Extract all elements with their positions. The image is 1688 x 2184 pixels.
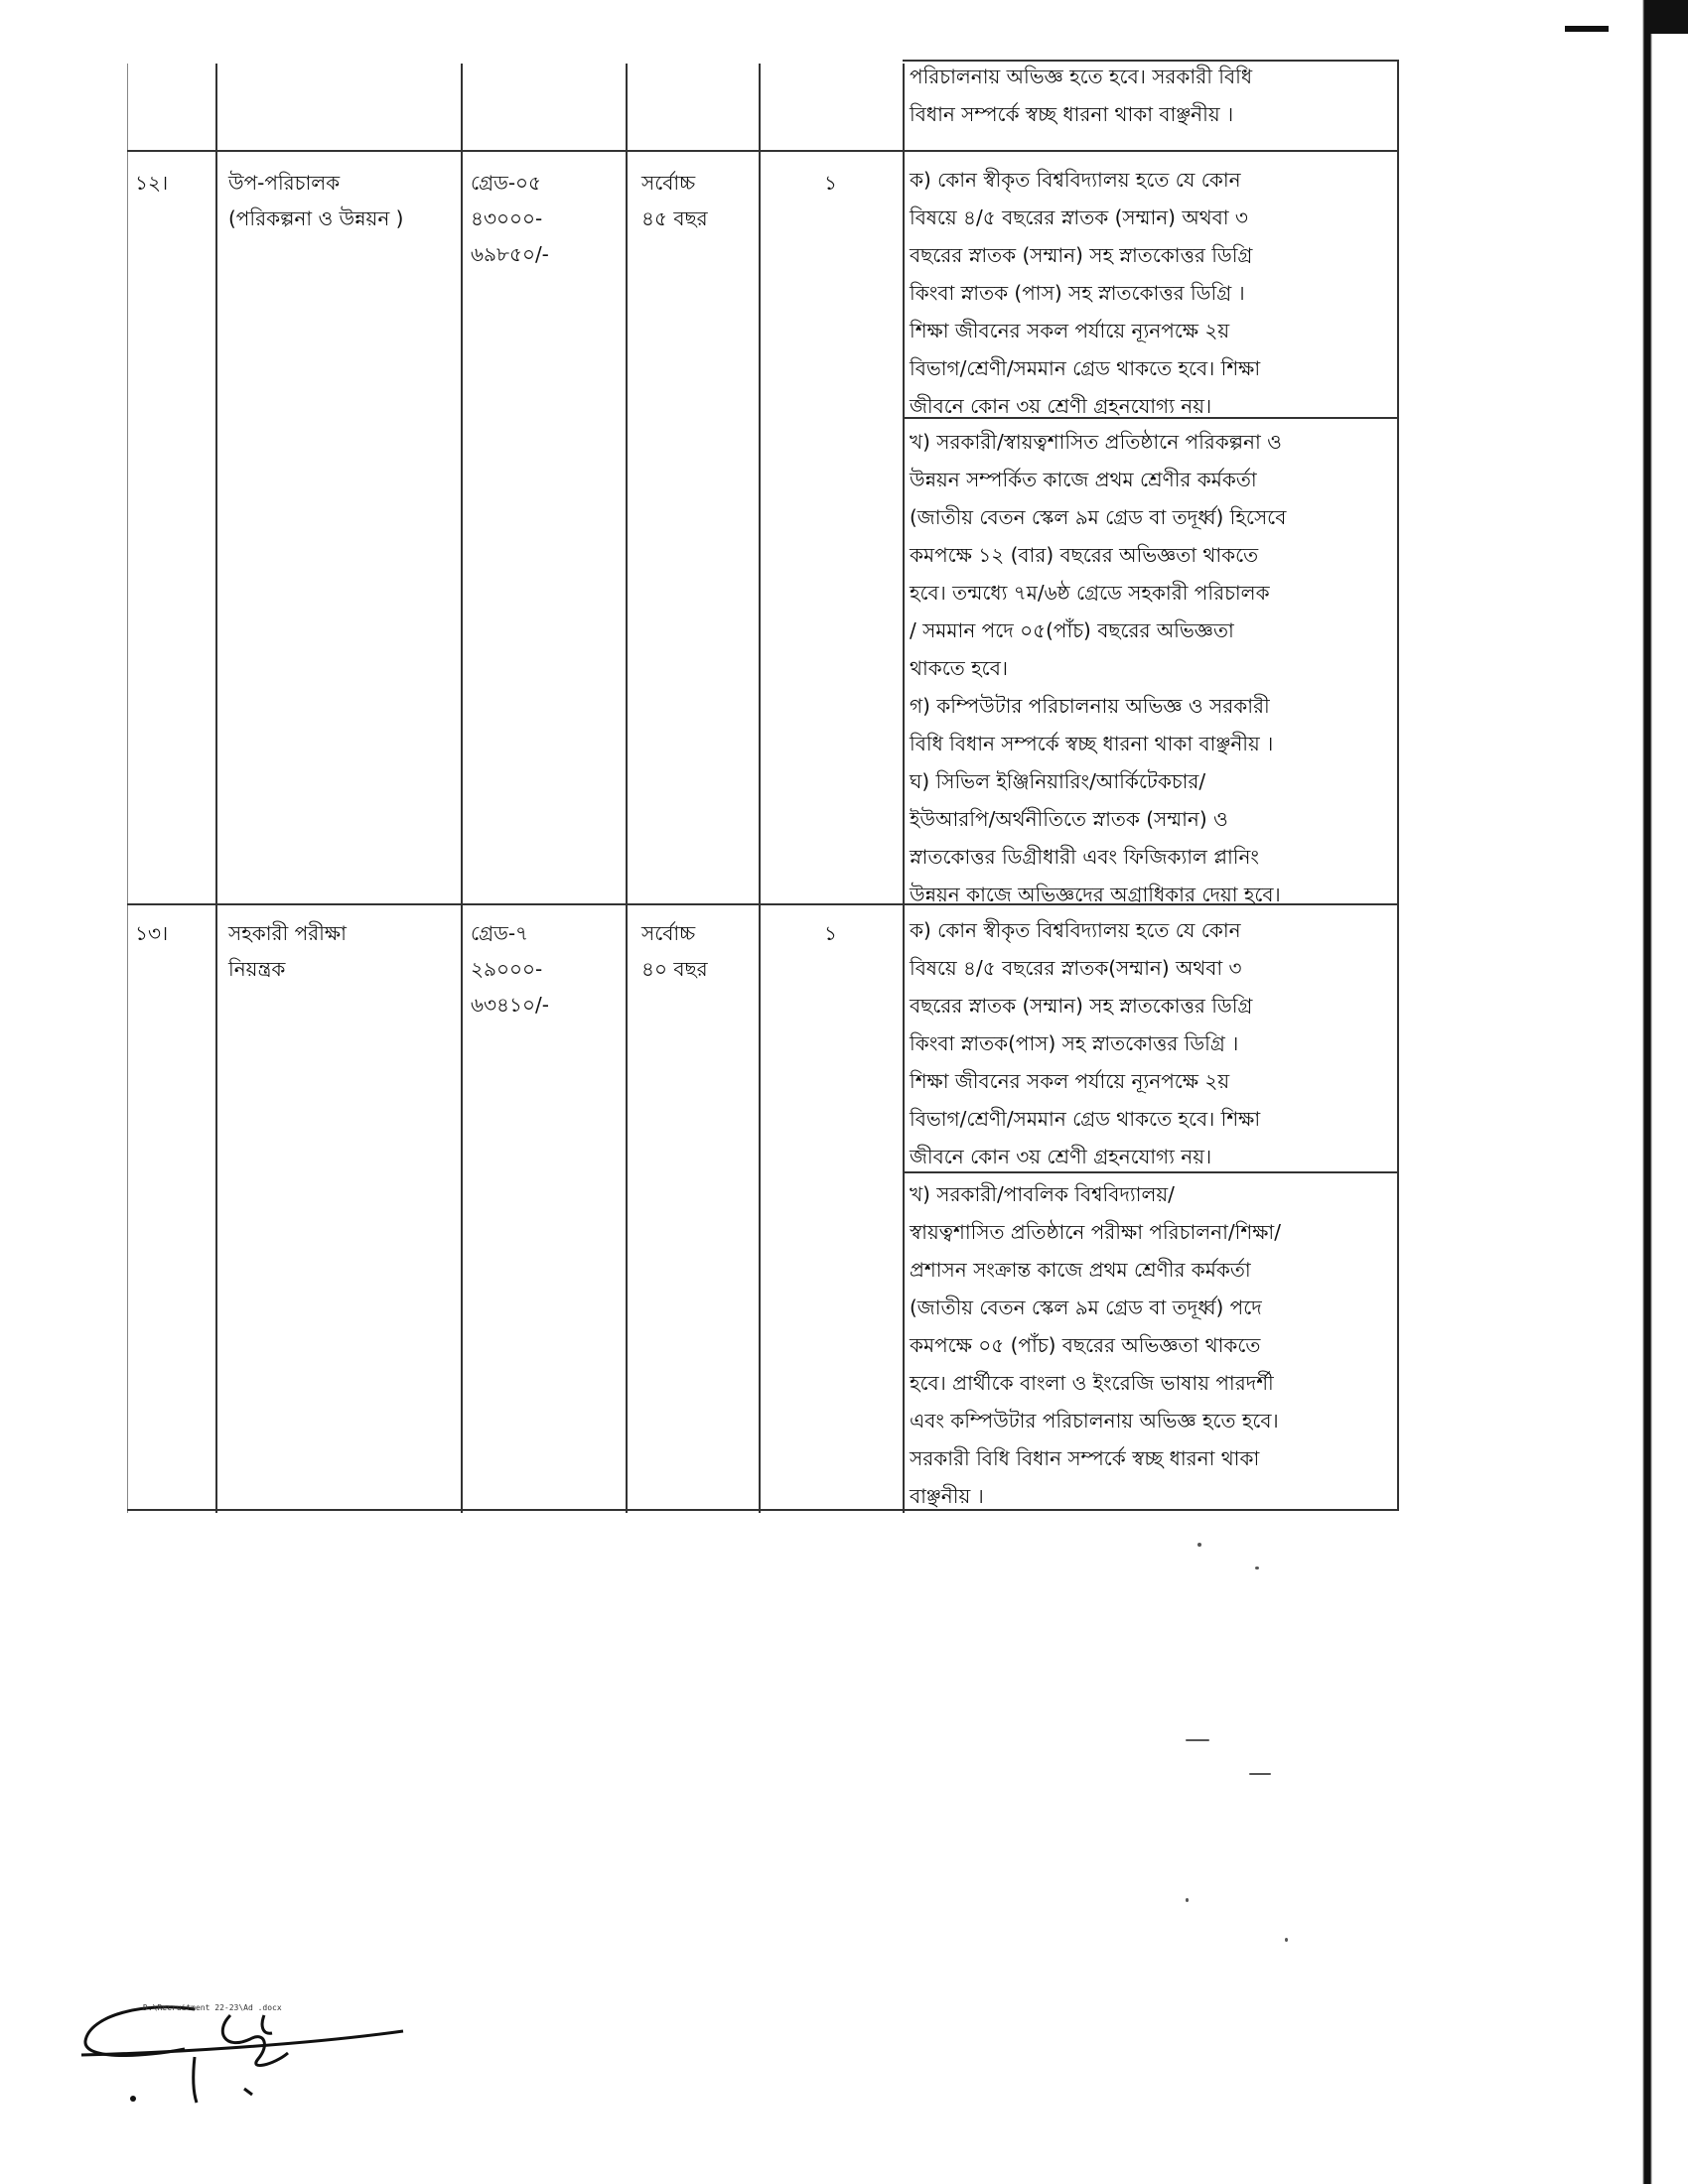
speck [1186, 1739, 1209, 1741]
grade-12 [471, 165, 549, 272]
qual-line: বিভাগ/শ্রেণী/সমমান গ্রেড থাকতে হবে। শিক্ষা [910, 1107, 1261, 1131]
serial-12: ১২। [135, 171, 169, 195]
post-line: সহকারী পরীক্ষা [228, 921, 347, 945]
qual-line: বিষয়ে ৪/৫ বছরের স্নাতক(সম্মান) অথবা ৩ [910, 956, 1242, 980]
row-divider-12 [127, 150, 1399, 152]
column-divider-post [461, 64, 463, 1513]
grade-13 [471, 915, 549, 1023]
grade-line: ৬৯৮৫০/- [471, 242, 549, 266]
qual-line: স্বায়ত্বশাসিত প্রতিষ্ঠানে পরীক্ষা পরিচালনা/শিক্ষা/ [910, 1220, 1281, 1244]
qual-line: শিক্ষা জীবনের সকল পর্যায়ে ন্যূনপক্ষে ২য় [910, 1069, 1230, 1093]
scan-edge-band [1636, 0, 1688, 2184]
table-border-left [127, 64, 128, 1513]
qual-line: ক) কোন স্বীকৃত বিশ্ববিদ্যালয় হতে যে কোন [910, 918, 1241, 942]
age-line: ৪০ বছর [641, 957, 708, 981]
qual-line: উন্নয়ন কাজে অভিজ্ঞদের অগ্রাধিকার দেয়া হবে। [910, 883, 1281, 906]
age-12 [641, 165, 708, 236]
qualification-b-13 [910, 1175, 1390, 1515]
post-line: উপ-পরিচালক [228, 171, 341, 195]
qual-line: বছরের স্নাতক (সম্মান) সহ স্নাতকোত্তর ডিগ্রি [910, 994, 1253, 1018]
scan-corner-block [1650, 0, 1688, 34]
qual-line: বিধি বিধান সম্পর্কে স্বচ্ছ ধারনা থাকা বাঞ্ছনীয় । [910, 732, 1274, 755]
speck [1249, 1773, 1271, 1775]
serial-13: ১৩। [135, 921, 169, 945]
qual-line: জীবনে কোন ৩য় শ্রেণী গ্রহনযোগ্য নয়। [910, 1145, 1212, 1168]
qual-line: গ) কম্পিউটার পরিচালনায় অভিজ্ঞ ও সরকারী [910, 694, 1270, 718]
column-divider-serial [215, 64, 217, 1513]
grade-line: গ্রেড-০৫ [471, 171, 542, 195]
grade-line: ৬৩৪১০/- [471, 993, 549, 1017]
qualification-b-12 [910, 423, 1390, 913]
age-13 [641, 915, 708, 987]
qual-line: উন্নয়ন সম্পর্কিত কাজে প্রথম শ্রেণীর কর্মকর্তা [910, 468, 1257, 491]
qual-line: স্নাতকোত্তর ডিগ্রীধারী এবং ফিজিক্যাল প্লানিং [910, 845, 1260, 869]
qual-line: ঘ) সিভিল ইঞ্জিনিয়ারিং/আর্কিটেকচার/ [910, 769, 1206, 793]
qual-line: (জাতীয় বেতন স্কেল ৯ম গ্রেড বা তদূর্ধ্ব) পদে [910, 1296, 1262, 1319]
post-12 [228, 165, 403, 236]
speck [1285, 1938, 1288, 1942]
qual-line: শিক্ষা জীবনের সকল পর্যায়ে ন্যূনপক্ষে ২য় [910, 319, 1230, 342]
count-12: ১ [824, 171, 837, 195]
qual-line: বিষয়ে ৪/৫ বছরের স্নাতক (সম্মান) অথবা ৩ [910, 205, 1248, 229]
qual-line: কিংবা স্নাতক (পাস) সহ স্নাতকোত্তর ডিগ্রি । [910, 281, 1245, 305]
post-line: নিয়ন্ত্রক [228, 957, 286, 981]
column-divider-count [903, 64, 905, 1513]
qual-line: হবে। প্রার্থীকে বাংলা ও ইংরেজি ভাষায় পারদর্শী [910, 1371, 1274, 1395]
grade-line: ২৯০০০- [471, 957, 543, 981]
qual-line: কিংবা স্নাতক(পাস) সহ স্নাতকোত্তর ডিগ্রি । [910, 1031, 1239, 1055]
post-13 [228, 915, 347, 987]
qual-line: খ) সরকারী/পাবলিক বিশ্ববিদ্যালয়/ [910, 1182, 1175, 1206]
continuation-text [910, 58, 1390, 133]
qual-line: বিভাগ/শ্রেণী/সমমান গ্রেড থাকতে হবে। শিক্ষা [910, 356, 1261, 380]
qual-line: / সমমান পদে ০৫(পাঁচ) বছরের অভিজ্ঞতা [910, 618, 1234, 642]
qual-line: সরকারী বিধি বিধান সম্পর্কে স্বচ্ছ ধারনা থাকা [910, 1446, 1260, 1470]
column-divider-age [759, 64, 761, 1513]
qual-line: বাঞ্ছনীয় । [910, 1484, 984, 1508]
speck [1197, 1543, 1201, 1547]
qual-line: ক) কোন স্বীকৃত বিশ্ববিদ্যালয় হতে যে কোন [910, 168, 1241, 192]
grade-line: গ্রেড-৭ [471, 921, 529, 945]
qual-line: থাকতে হবে। [910, 656, 1008, 680]
age-line: ৪৫ বছর [641, 206, 708, 230]
continuation-line: বিধান সম্পর্কে স্বচ্ছ ধারনা থাকা বাঞ্ছনীয় । [910, 102, 1234, 126]
qual-line: হবে। তন্মধ্যে ৭ম/৬ষ্ঠ গ্রেডে সহকারী পরিচালক [910, 581, 1270, 605]
continuation-line: পরিচালনায় অভিজ্ঞ হতে হবে। সরকারী বিধি [910, 65, 1253, 88]
qual-line: কমপক্ষে ০৫ (পাঁচ) বছরের অভিজ্ঞতা থাকতে [910, 1333, 1261, 1357]
qual-line: কমপক্ষে ১২ (বার) বছরের অভিজ্ঞতা থাকতে [910, 543, 1259, 567]
qual-line: (জাতীয় বেতন স্কেল ৯ম গ্রেড বা তদূর্ধ্ব) হিসেবে [910, 505, 1287, 529]
qual-line: খ) সরকারী/স্বায়ত্বশাসিত প্রতিষ্ঠানে পরিকল্পনা ও [910, 430, 1282, 454]
count-13: ১ [824, 921, 837, 945]
age-line: সর্বোচ্চ [641, 171, 696, 195]
qual-line: জীবনে কোন ৩য় শ্রেণী গ্রহনযোগ্য নয়। [910, 394, 1212, 418]
table-border-right [1397, 60, 1399, 1509]
post-line: (পরিকল্পনা ও উন্নয়ন ) [228, 206, 404, 230]
file-path-text: D:\Recruitment 22-23\Ad .docx [143, 2003, 282, 2012]
speck [1255, 1567, 1259, 1570]
qual-line: বছরের স্নাতক (সম্মান) সহ স্নাতকোত্তর ডিগ্রি [910, 243, 1253, 267]
qualification-a-13 [910, 911, 1390, 1175]
signature-icon [75, 1995, 413, 2115]
grade-line: ৪৩০০০- [471, 206, 543, 230]
qualification-a-12 [910, 161, 1390, 425]
column-divider-grade [626, 64, 628, 1513]
age-line: সর্বোচ্চ [641, 921, 696, 945]
qual-line: এবং কম্পিউটার পরিচালনায় অভিজ্ঞ হতে হবে। [910, 1409, 1279, 1433]
speck [1186, 1898, 1189, 1902]
qual-line: প্রশাসন সংক্রান্ত কাজে প্রথম শ্রেণীর কর্মকর্তা [910, 1258, 1251, 1282]
qual-line: ইউআরপি/অর্থনীতিতে স্নাতক (সম্মান) ও [910, 807, 1228, 831]
scan-edge-mark [1565, 26, 1609, 32]
